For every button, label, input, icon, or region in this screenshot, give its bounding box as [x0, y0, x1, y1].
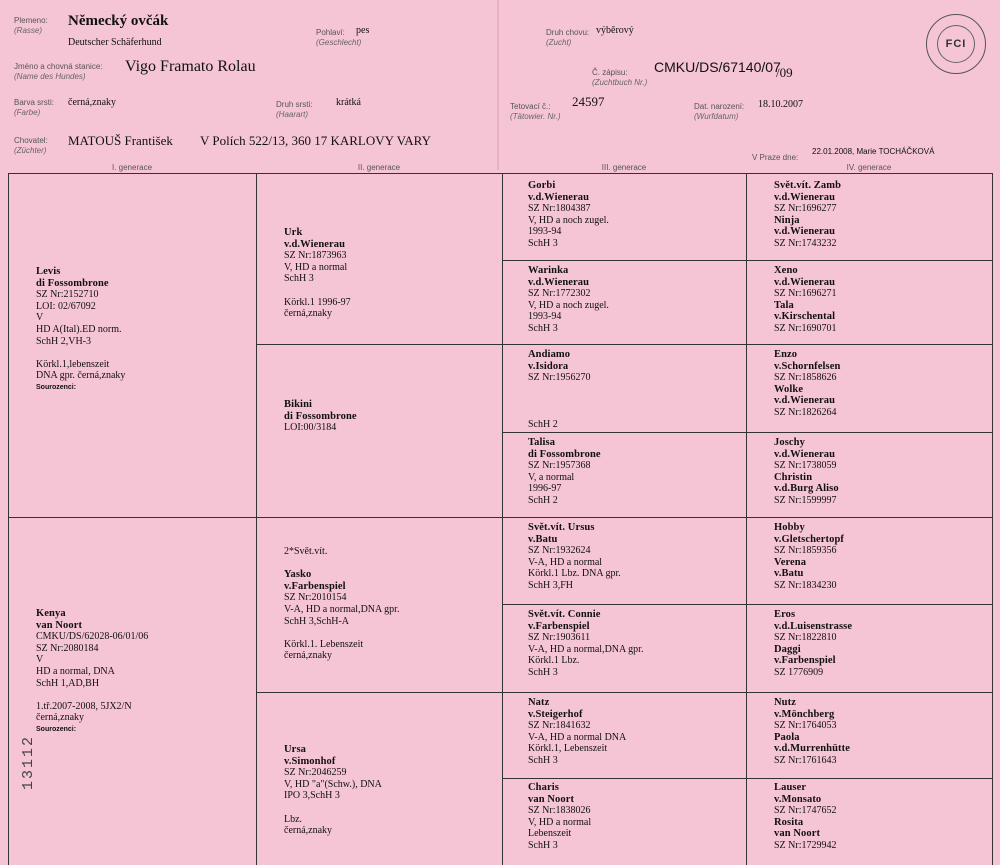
pohlavi-value: pes — [356, 25, 370, 36]
grid-line — [256, 692, 993, 693]
gen3-cell: Svět.vít. Ursus v.Batu SZ Nr:1932624 V-A, HD a normal Körkl.1 Lbz. DNA gpr. SchH 3,FH — [528, 522, 621, 591]
barva-value: černá,znaky — [68, 97, 117, 108]
pohlavi-label: Pohlaví: (Geschlecht) — [316, 28, 362, 47]
gen4-cell: Enzo v.Schornfelsen SZ Nr:1858626 Wolke v.d.Wienerau SZ Nr:1826264 — [774, 349, 841, 418]
gen4-cell: Eros v.d.Luisenstrasse SZ Nr:1822810 Daggi v.Farbenspiel SZ 1776909 — [774, 609, 853, 678]
gen2-cell: 2*Svět.vít. Yasko v.Farbenspiel SZ Nr:2010154 V-A, HD a normal,DNA gpr. SchH 3,SchH-A Körkl.1. Lebenszeit černá,znaky — [284, 546, 400, 662]
grid-line — [502, 778, 993, 779]
grid-line — [992, 173, 993, 865]
gen-header-4: IV. generace — [746, 163, 992, 174]
plemeno-value-de: Deutscher Schäferhund — [68, 37, 162, 48]
gen4-cell: Xeno v.d.Wienerau SZ Nr:1696271 Tala v.Kirschental SZ Nr:1690701 — [774, 265, 837, 334]
fold-line — [497, 0, 499, 170]
druh-srsti-label: Druh srsti: (Haarart) — [276, 100, 313, 119]
gen-header-3: III. generace — [502, 163, 746, 174]
gen-header-2: II. generace — [256, 163, 502, 174]
gen4-cell: Nutz v.Mönchberg SZ Nr:1764053 Paola v.d.Murrenhütte SZ Nr:1761643 — [774, 697, 850, 766]
gen3-cell: Talisa di Fossombrone SZ Nr:1957368 V, a normal 1996-97 SchH 2 — [528, 437, 601, 506]
grid-line — [8, 517, 993, 518]
jmeno-value: Vigo Framato Rolau — [125, 58, 256, 75]
stamp-number: 13112 — [20, 734, 37, 790]
grid-line — [256, 344, 993, 345]
grid-line — [502, 604, 993, 605]
chovatel-label: Chovatel: (Züchter) — [14, 136, 48, 155]
grid-line — [502, 173, 503, 865]
narozeni-label: Dat. narození: (Wurfdatum) — [694, 102, 745, 121]
gen2-cell: Bikini di Fossombrone LOI:00/3184 — [284, 399, 357, 434]
grid-line — [502, 260, 993, 261]
druh-chovu-value: výběrový — [596, 25, 634, 36]
tetovaci-label: Tetovací č.: (Tätowier. Nr.) — [510, 102, 561, 121]
gen3-cell: Charis van Noort SZ Nr:1838026 V, HD a normal Lebenszeit SchH 3 — [528, 782, 592, 851]
dam-cell: Kenya van Noort CMKU/DS/62028-06/01/06 SZ Nr:2080184 V HD a normal, DNA SchH 1,AD,BH 1.tř.2007-2008, 5JX2/N černá,znaky Sourozenci: — [36, 608, 149, 733]
gen3-cell: Gorbi v.d.Wienerau SZ Nr:1804387 V, HD a noch zugel. 1993-94 SchH 3 — [528, 180, 609, 249]
zapis-suffix: /09 — [776, 65, 793, 80]
gen4-cell: Lauser v.Monsato SZ Nr:1747652 Rosita van Noort SZ Nr:1729942 — [774, 782, 837, 851]
gen2-cell: Urk v.d.Wienerau SZ Nr:1873963 V, HD a normal SchH 3 Körkl.1 1996-97 černá,znaky — [284, 227, 351, 320]
barva-label: Barva srsti: (Farbe) — [14, 98, 55, 117]
grid-line — [746, 173, 747, 865]
fci-logo: FCI — [926, 14, 986, 74]
druh-srsti-value: krátká — [336, 97, 361, 108]
gen4-cell: Joschy v.d.Wienerau SZ Nr:1738059 Christin v.d.Burg Aliso SZ Nr:1599997 — [774, 437, 839, 506]
druh-chovu-label: Druh chovu: (Zucht) — [546, 28, 590, 47]
gen3-cell: Warinka v.d.Wienerau SZ Nr:1772302 V, HD a noch zugel. 1993-94 SchH 3 — [528, 265, 609, 334]
jmeno-label: Jméno a chovná stanice: (Name des Hundes) — [14, 62, 103, 81]
grid-line — [8, 173, 993, 174]
gen-header-1: I. generace — [8, 163, 256, 174]
gen4-cell: Svět.vít. Zamb v.d.Wienerau SZ Nr:1696277 Ninja v.d.Wienerau SZ Nr:1743232 — [774, 180, 842, 249]
praze-label: V Praze dne: — [752, 153, 799, 162]
narozeni-value: 18.10.2007 — [758, 99, 803, 110]
plemeno-value: Německý ovčák — [68, 13, 169, 29]
grid-line — [256, 173, 257, 865]
gen3-cell: Natz v.Steigerhof SZ Nr:1841632 V-A, HD a normal DNA Körkl.1, Lebenszeit SchH 3 — [528, 697, 627, 766]
praze-value: 22.01.2008, Marie TOCHÁČKOVÁ — [812, 147, 935, 156]
chovatel-address: V Polích 522/13, 360 17 KARLOVY VARY — [200, 133, 432, 148]
sire-cell: Levis di Fossombrone SZ Nr:2152710 LOI: 02/67092 V HD A(Ital).ED norm. SchH 2,VH-3 Körkl.1,lebenszeit DNA gpr. černá,znaky Sourozenci: — [36, 266, 126, 391]
plemeno-label: Plemeno: (Rasse) — [14, 16, 48, 35]
grid-line — [8, 173, 9, 865]
gen4-cell: Hobby v.Gletschertopf SZ Nr:1859356 Verena v.Batu SZ Nr:1834230 — [774, 522, 845, 591]
zapis-label: Č. zápisu: (Zuchtbuch Nr.) — [592, 68, 648, 87]
grid-line — [502, 432, 993, 433]
zapis-value: CMKU/DS/67140/07 — [654, 59, 781, 75]
gen2-cell: Ursa v.Simonhof SZ Nr:2046259 V, HD "a"(Schw.), DNA IPO 3,SchH 3 Lbz. černá,znaky — [284, 744, 382, 837]
chovatel-value: MATOUŠ František — [68, 133, 173, 148]
gen3-cell: Svět.vít. Connie v.Farbenspiel SZ Nr:1903611 V-A, HD a normal,DNA gpr. Körkl.1 Lbz. SchH 3 — [528, 609, 644, 678]
gen3-cell: Andiamo v.Isidora SZ Nr:1956270 SchH 2 — [528, 349, 591, 430]
tetovaci-value: 24597 — [572, 94, 605, 109]
